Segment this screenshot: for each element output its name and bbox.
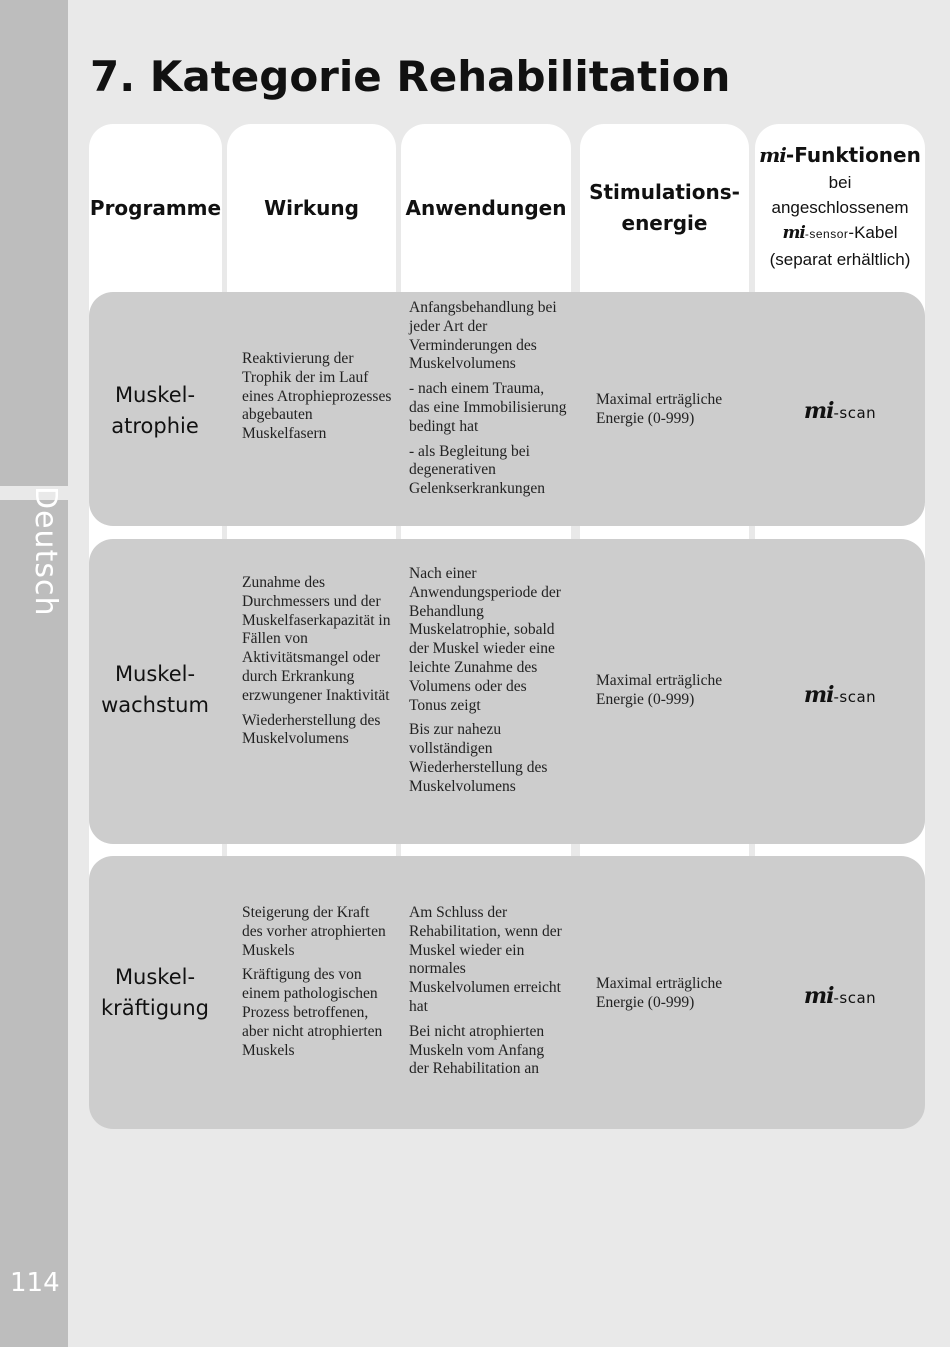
row-energie [596,975,746,1013]
anwendungen-text: Bis zur nahezu vollständigen Wiederherstellung des Muskelvolumens [409,721,548,795]
wirkung-text: Steigerung der Kraft des vorher atrophierten Muskels [242,904,386,959]
anwendungen-text: - als Begleitung bei degenerativen Gelenkserkrankungen [409,442,546,498]
program-line1: Muskel- [114,383,196,407]
page-number: 114 [10,1268,60,1298]
header-mi-funktionen-label: -Funktionen [785,143,921,167]
wirkung-text: Zunahme des Durchmessers und der Muskelfaserkapazität in Fällen von Aktivitätsmangel oder durch Erkrankung erzwungener Inaktivität [242,574,391,704]
language-label: Deutsch [28,486,63,617]
sidebar [0,0,68,1347]
mi-scan-label: -scan [833,989,877,1007]
mi-scan-logo: mi [803,682,834,708]
header-programme [89,124,222,292]
mi-sensor-logo: mi [782,223,805,243]
header-mi-line5: (separat erhältlich) [769,250,911,269]
row-anwendungen [409,565,567,797]
row-mi-scan [755,983,925,1009]
header-energie [580,124,749,292]
row-mi-scan [755,398,925,424]
header-anwendungen-label: Anwendungen [405,195,567,220]
row-mi-scan [755,682,925,708]
row-wirkung [242,574,392,749]
wirkung-text: Reaktivierung der Trophik der im Lauf eines Atrophieprozesses abgebauten Muskelfasern [242,350,392,443]
page-title: 7. Kategorie Rehabilitation [90,52,731,101]
program-line2: kräftigung [100,996,210,1020]
energie-text: Maximal erträgliche Energie (0-999) [596,975,723,1011]
program-line1: Muskel- [114,662,196,686]
anwendungen-text: - nach einem Trauma, das eine Immobilisierung bedingt hat [409,380,567,435]
program-line1: Muskel- [114,965,196,989]
anwendungen-text: Bei nicht atrophierten Muskeln vom Anfang der Rehabilitation an [409,1022,545,1078]
row-program-name [89,380,221,442]
header-energie-line2: energie [621,211,708,235]
header-mi-sensor: -sensor [804,227,849,241]
program-line2: wachstum [101,693,209,717]
energie-text: Maximal erträgliche Energie (0-999) [596,672,723,708]
wirkung-text: Kräftigung des von einem pathologischen Prozess betroffenen, aber nicht atrophierten Muskels [242,966,383,1059]
header-mi-line2: bei [828,173,852,192]
row-energie [596,391,746,429]
header-mi-kabel: -Kabel [848,223,898,242]
anwendungen-text: Anfangsbehandlung bei jeder Art der Verminderungen des Muskelvolumens [409,299,557,373]
mi-scan-label: -scan [833,688,877,706]
row-program-name [89,962,221,1024]
header-energie-line1: Stimulations- [589,180,740,204]
row-energie [596,672,746,710]
mi-logo: mi [759,143,786,167]
header-mi-line3: angeschlossenem [771,198,909,217]
header-anwendungen [401,124,571,292]
row-anwendungen [409,299,567,499]
anwendungen-text: Am Schluss der Rehabilitation, wenn der Muskel wieder ein normales Muskelvolumen erreicht hat [409,904,562,1015]
row-program-name [89,659,221,721]
mi-scan-logo: mi [803,398,834,424]
row-wirkung [242,350,392,444]
header-wirkung [227,124,396,292]
anwendungen-text: Nach einer Anwendungsperiode der Behandlung Muskelatrophie, sobald der Muskel wieder eine leichte Zunahme des Volumens oder des Tonus zeigt [409,565,561,714]
header-wirkung-label: Wirkung [264,195,359,220]
program-line2: atrophie [111,414,199,438]
row-wirkung [242,904,392,1060]
mi-scan-label: -scan [833,404,877,422]
wirkung-text: Wiederherstellung des Muskelvolumens [242,711,381,748]
row-anwendungen [409,904,567,1079]
header-programme-label: Programme [89,195,222,220]
energie-text: Maximal erträgliche Energie (0-999) [596,391,723,427]
header-mi-funktionen [755,140,925,280]
mi-scan-logo: mi [803,983,834,1009]
